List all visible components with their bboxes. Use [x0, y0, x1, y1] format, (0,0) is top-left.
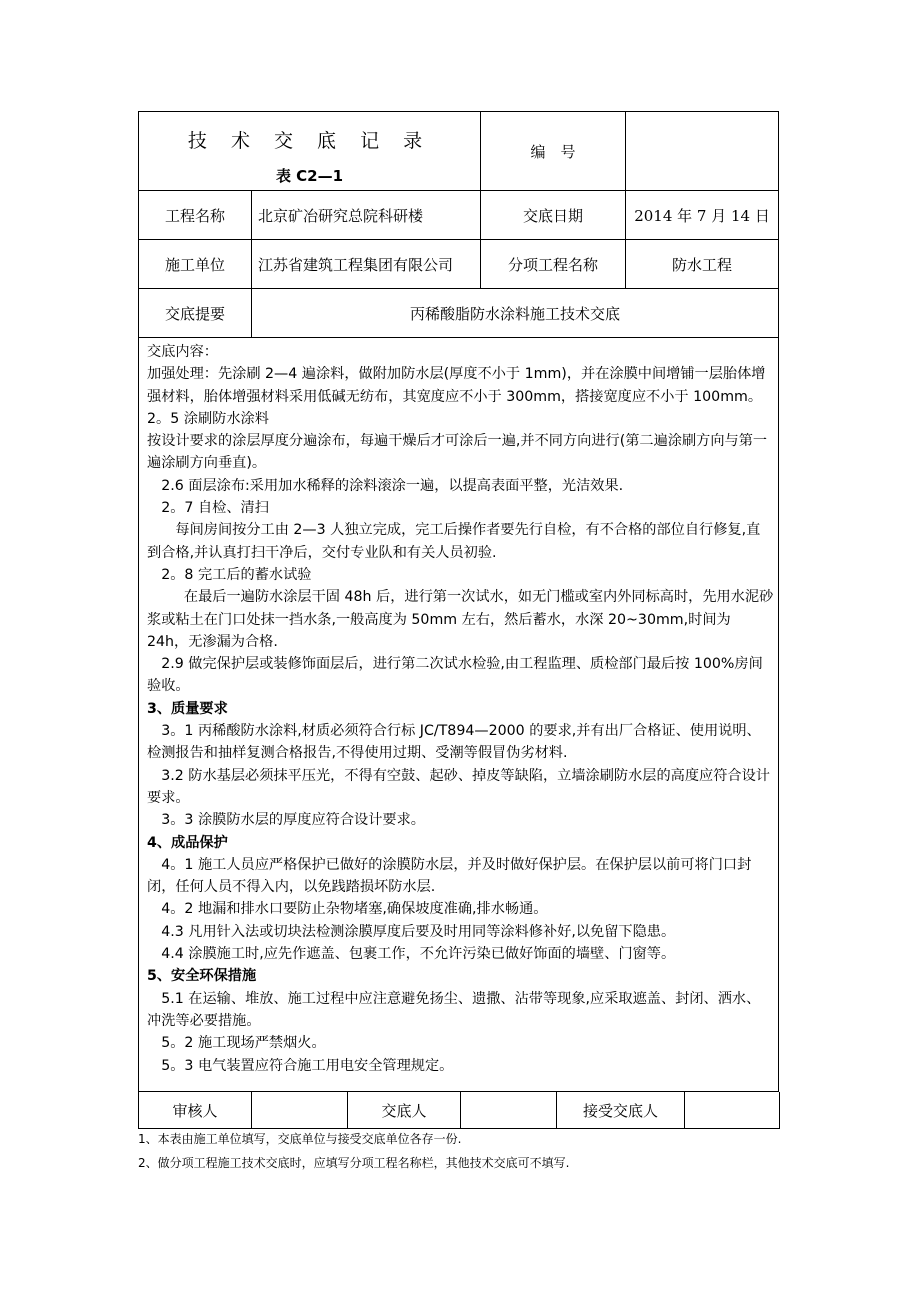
subproject-value[interactable]: 防水工程 [626, 240, 779, 289]
subproject-label: 分项工程名称 [481, 240, 626, 289]
signature-table [138, 1092, 780, 1129]
form-table [138, 111, 779, 1092]
content-paragraph: 4.4 涂膜施工时,应先作遮盖、包裹工作，不允许污染已做好饰面的墙壁、门窗等。 [161, 946, 676, 963]
content-paragraph: 2.6 面层涂布:采用加水稀释的涂料滚涂一遍，以提高表面平整，光洁效果. [161, 477, 624, 494]
date-label: 交底日期 [481, 191, 626, 240]
content-paragraph: 在最后一遍防水涂层干固 48h 后，进行第一次试水，如无门槛或室内外同标高时，先用水泥砂浆或粘土在门口处抹一挡水条,一般高度为 50mm 左右，然后蓄水，水深 20~30mm,时间为 24h，无渗漏为合格. [147, 589, 774, 650]
footnotes [138, 1127, 569, 1175]
content-paragraph: 3.2 防水基层必须抹平压光，不得有空鼓、起砂、掉皮等缺陷，立墙涂刷防水层的高度应符合设计要求。 [147, 767, 770, 806]
section-heading: 4、成品保护 [147, 834, 228, 851]
number-value[interactable] [626, 112, 779, 191]
footnote: 1、本表由施工单位填写，交底单位与接受交底单位各存一份. [138, 1132, 462, 1146]
content-paragraph: 5。3 电气装置应符合施工用电安全管理规定。 [161, 1057, 454, 1074]
receiver-field[interactable] [685, 1092, 780, 1129]
content-paragraph: 每间房间按分工由 2—3 人独立完成，完工后操作者要先行自检，有不合格的部位自行修复,直到合格,并认真打扫干净后，交付专业队和有关人员初验. [147, 522, 761, 561]
content-paragraph: 5.1 在运输、堆放、施工过程中应注意避免扬尘、遗撒、沾带等现象,应采取遮盖、封闭、洒水、冲洗等必要措施。 [147, 990, 761, 1029]
summary-label: 交底提要 [139, 289, 252, 338]
section-heading: 5、安全环保措施 [147, 968, 257, 985]
receiver-label: 接受交底人 [557, 1092, 685, 1129]
content-paragraph: 加强处理：先涂刷 2—4 遍涂料，做附加防水层(厚度不小于 1mm)，并在涂膜中间增铺一层胎体增强材料，胎体增强材料采用低碱无纺布，其宽度应不小于 300mm，搭接宽度应不小于 100mm。 [147, 366, 766, 405]
form-title: 技 术 交 底 记 录 [187, 130, 432, 152]
content-paragraph: 2。7 自检、清扫 [161, 500, 269, 517]
contractor-label: 施工单位 [139, 240, 252, 289]
content-paragraph: 3。3 涂膜防水层的厚度应符合设计要求。 [161, 812, 425, 829]
reviewer-field[interactable] [252, 1092, 348, 1129]
content-paragraph: 交底内容： [147, 344, 218, 360]
reviewer-label: 审核人 [139, 1092, 252, 1129]
project-name-label: 工程名称 [139, 191, 252, 240]
form-title-cell [139, 112, 481, 191]
content-paragraph: 按设计要求的涂层厚度分遍涂布，每遍干燥后才可涂后一遍,并不同方向进行(第二遍涂刷方向与第一遍涂刷方向垂直)。 [147, 433, 768, 472]
contractor-value[interactable]: 江苏省建筑工程集团有限公司 [252, 240, 481, 289]
content-paragraph: 4.3 凡用针入法或切块法检测涂膜厚度后要及时用同等涂料修补好,以免留下隐患。 [161, 923, 676, 940]
content-paragraph: 2.9 做完保护层或装修饰面层后，进行第二次试水检验,由工程监理、质检部门最后按 100%房间验收。 [147, 656, 763, 695]
technical-briefing-form [138, 111, 778, 1129]
summary-value[interactable]: 丙稀酸脂防水涂料施工技术交底 [252, 289, 779, 338]
content-paragraph: 2。5 涂刷防水涂料 [147, 410, 269, 427]
content-paragraph: 5。2 施工现场严禁烟火。 [161, 1035, 326, 1052]
number-label: 编 号 [481, 112, 626, 191]
date-value[interactable]: 2014 年 7 月 14 日 [626, 191, 779, 240]
content-paragraph: 4。2 地漏和排水口要防止杂物堵塞,确保坡度准确,排水畅通。 [161, 901, 548, 918]
content-paragraph: 3。1 丙稀酸防水涂料,材质必须符合行标 JC/T894—2000 的要求,并有出厂合格证、使用说明、检测报告和抽样复测合格报告,不得使用过期、受潮等假冒伪劣材料. [147, 723, 761, 762]
content-paragraph: 4。1 施工人员应严格保护已做好的涂膜防水层，并及时做好保护层。在保护层以前可将门口封闭，任何人员不得入内，以免践踏损坏防水层. [147, 856, 752, 896]
form-number: 表 C2—1 [275, 167, 344, 185]
section-heading: 3、质量要求 [147, 700, 228, 717]
presenter-label: 交底人 [348, 1092, 461, 1129]
briefing-content [139, 338, 779, 1092]
footnote: 2、做分项工程施工技术交底时，应填写分项工程名称栏，其他技术交底可不填写. [138, 1156, 570, 1170]
project-name-value[interactable]: 北京矿冶研究总院科研楼 [252, 191, 481, 240]
presenter-field[interactable] [461, 1092, 557, 1129]
content-paragraph: 2。8 完工后的蓄水试验 [161, 566, 312, 583]
